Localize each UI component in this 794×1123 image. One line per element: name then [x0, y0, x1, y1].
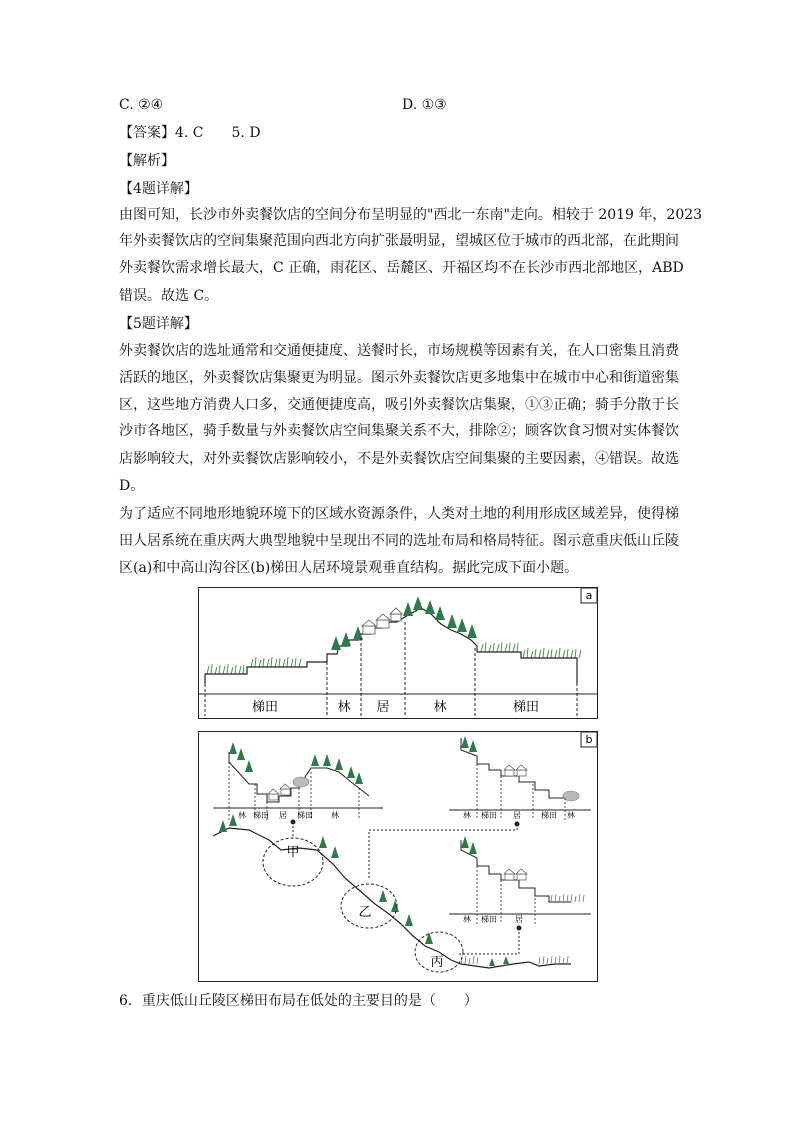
option-c: C. ②④: [119, 97, 164, 113]
answer-line: 【答案】4. C 5. D: [119, 125, 261, 141]
figure-b-svg: [199, 732, 597, 981]
option-d: D. ①③: [402, 97, 447, 113]
house-group: [362, 608, 402, 634]
q5-line: 沙市各地区，骑手数量与外卖餐饮店空间集聚关系不大，排除②；顾客饮食习惯对实体餐饮: [119, 423, 679, 439]
zone-label: 梯田: [481, 811, 497, 820]
zone-label: 梯田: [253, 811, 269, 820]
main-slope-grass: [461, 956, 568, 964]
right-top-inset-houses: [504, 765, 527, 776]
zone-label: 林: [337, 700, 351, 715]
site-label: 丙: [430, 955, 444, 970]
rock-icon: [563, 791, 579, 801]
site-label: 甲: [286, 845, 300, 860]
connector-line: [369, 824, 517, 878]
q4-line: 错误。故选 C。: [119, 288, 219, 304]
zone-label: 梯田: [512, 700, 540, 715]
right-bottom-inset-houses: [504, 869, 527, 880]
tree-group: [331, 596, 477, 650]
right-bottom-inset-profile: [461, 840, 571, 902]
zone-label: 林: [331, 811, 339, 820]
zone-label: 林: [463, 915, 471, 924]
zone-label: 林: [238, 811, 246, 820]
right-top-inset-profile: [461, 738, 571, 798]
analysis-header: 【解析】: [119, 153, 175, 169]
zone-label: 梯田: [251, 700, 279, 715]
q5-line: 活跃的地区，外卖餐饮店集聚更为明显。图示外卖餐饮店更多地集中在城市中心和街道密集: [119, 370, 679, 386]
q5-header: 【5题详解】: [119, 316, 198, 332]
intro-line: 区(a)和中高山沟谷区(b)梯田人居环境景观垂直结构。据此完成下面小题。: [119, 560, 579, 576]
right-top-inset-trees: [461, 736, 477, 752]
grass-right: [481, 642, 581, 658]
q5-line: D。: [119, 478, 145, 494]
q4-header: 【4题详解】: [119, 181, 198, 197]
figure-a: [198, 587, 598, 719]
site-label: 乙: [358, 905, 372, 920]
q5-line: 区，这些地方消费人口多，交通便捷度高，吸引外卖餐饮店集聚，①③正确；骑手分散于长: [119, 397, 679, 413]
q5-line: 外卖餐饮店的选址通常和交通便捷度、送餐时长，市场规模等因素有关，在人口密集且消费: [119, 343, 679, 359]
intro-line: 田人居系统在重庆两大典型地貌中呈现出不同的选址布局和格局特征。图示意重庆低山丘陵: [119, 533, 679, 549]
figure-b: [198, 731, 598, 982]
figure-a-label: a: [585, 589, 593, 602]
q4-line: 外卖餐饮需求增长最大，C 正确，雨花区、岳麓区、开福区均不在长沙市西北部地区，ABD: [119, 260, 684, 276]
rock-icon: [293, 777, 309, 787]
main-slope-profile: [213, 828, 571, 968]
zone-label: 居: [279, 811, 287, 820]
zone-label: 林: [567, 811, 575, 820]
zone-label: 梯田: [297, 811, 313, 820]
connector-line: [459, 928, 519, 954]
figure-a-svg: [199, 588, 597, 718]
figure-b-label: b: [585, 733, 593, 746]
zone-label: 居: [376, 700, 390, 715]
zone-label: 居: [515, 915, 523, 924]
zone-label: 林: [433, 700, 447, 715]
zone-label: 梯田: [481, 915, 497, 924]
intro-line: 为了适应不同地形地貌环境下的区域水资源条件，人类对土地的利用形成区域差异，使得梯: [119, 506, 679, 522]
zone-label: 梯田: [541, 811, 557, 820]
right-bottom-inset-grass: [551, 894, 584, 902]
question-6: 6．重庆低山丘陵区梯田布局在低处的主要目的是（ ）: [119, 993, 478, 1009]
grass-left: [207, 657, 301, 674]
left-inset-trees: [229, 742, 363, 784]
zone-label: 居: [513, 811, 521, 820]
zone-label: 林: [463, 811, 471, 820]
q5-line: 店影响较大，对外卖餐饮店影响较小，不是外卖餐饮店空间集聚的主要因素，④错误。故选: [119, 451, 679, 467]
q4-line: 由图可知，长沙市外卖餐饮店的空间分布呈明显的"西北一东南"走向。相较于 2019 年，2023: [119, 207, 703, 223]
q4-line: 年外卖餐饮店的空间集聚范围向西北方向扩张最明显，望城区位于城市的西北部，在此期间: [119, 233, 679, 249]
